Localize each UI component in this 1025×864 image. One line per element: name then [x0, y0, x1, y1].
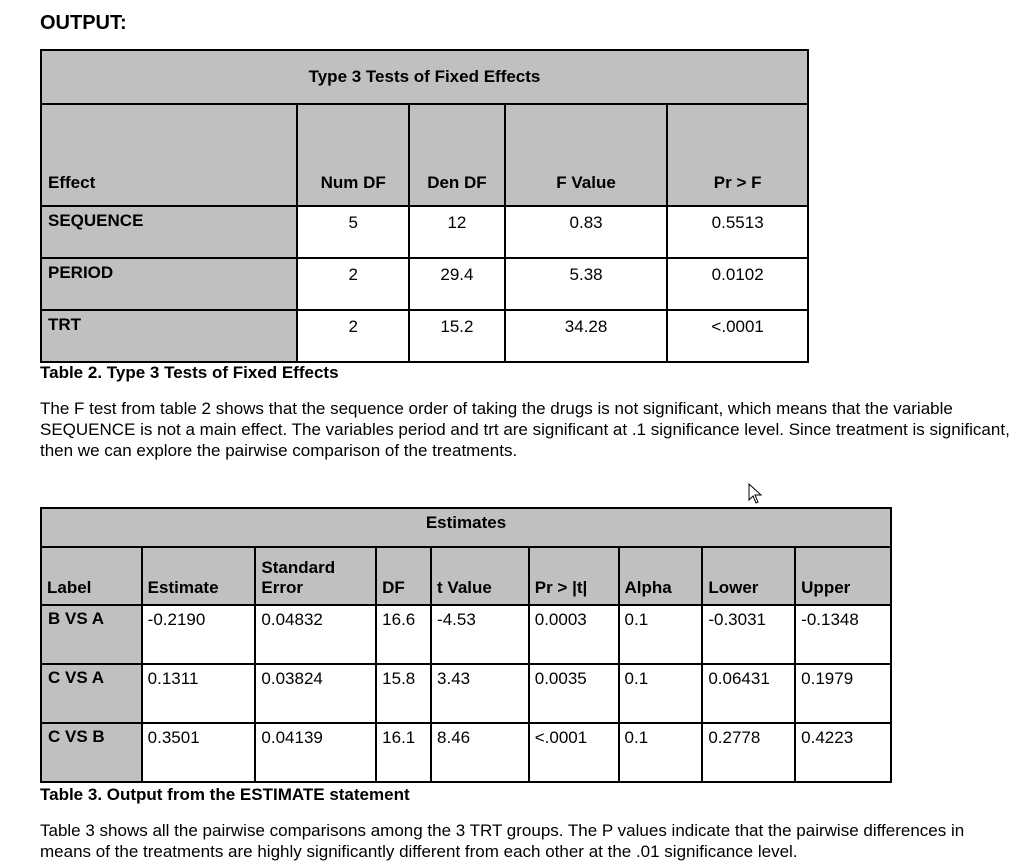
table-cell: -4.53 [431, 605, 529, 664]
paragraph-estimates: Table 3 shows all the pairwise comparisons among the 3 TRT groups. The P values indicate that the pairwise differences in means of the treatments are highly significantly different from each other at the .01 significance level. [40, 821, 965, 861]
row-label: SEQUENCE [41, 206, 297, 258]
table-cell: 12 [409, 206, 505, 258]
table-cell: 0.0102 [667, 258, 808, 310]
table-cell: 0.1311 [142, 664, 256, 723]
table-cell: 0.83 [505, 206, 668, 258]
fixed-effects-table-title: Type 3 Tests of Fixed Effects [41, 50, 808, 104]
table-cell: 29.4 [409, 258, 505, 310]
table-row [41, 664, 891, 723]
column-header-estimate: Estimate [142, 547, 256, 605]
column-header-num-df: Num DF [297, 104, 409, 206]
table-cell: 0.04139 [255, 723, 376, 782]
column-header-upper: Upper [795, 547, 891, 605]
column-header-effect: Effect [41, 104, 297, 206]
table-cell: <.0001 [667, 310, 808, 362]
table-row [41, 310, 808, 362]
table-cell: 8.46 [431, 723, 529, 782]
table-cell: 16.6 [376, 605, 431, 664]
column-header-alpha: Alpha [619, 547, 703, 605]
column-header-f-value: F Value [505, 104, 668, 206]
table-cell: -0.1348 [795, 605, 891, 664]
table-cell: 0.04832 [255, 605, 376, 664]
estimates-table [40, 507, 892, 783]
table-cell: 34.28 [505, 310, 668, 362]
table-row [41, 605, 891, 664]
table-cell: 16.1 [376, 723, 431, 782]
table-3-caption: Table 3. Output from the ESTIMATE statement [40, 785, 410, 804]
row-label: TRT [41, 310, 297, 362]
table-cell: 0.5513 [667, 206, 808, 258]
table-2-caption: Table 2. Type 3 Tests of Fixed Effects [40, 363, 339, 382]
table-cell: 0.1 [619, 723, 703, 782]
table-cell: 0.1979 [795, 664, 891, 723]
table-cell: 0.06431 [702, 664, 795, 723]
output-heading: OUTPUT: [40, 12, 127, 34]
table-cell: 0.0035 [529, 664, 619, 723]
table-cell: <.0001 [529, 723, 619, 782]
table-row [41, 723, 891, 782]
table-cell: -0.2190 [142, 605, 256, 664]
column-header-standard-error: Standard Error [255, 547, 376, 605]
table-cell: 2 [297, 258, 409, 310]
table-cell: 0.03824 [255, 664, 376, 723]
table-cell: 0.4223 [795, 723, 891, 782]
table-cell: 3.43 [431, 664, 529, 723]
row-label: C VS B [41, 723, 142, 782]
table-cell: 0.1 [619, 664, 703, 723]
table-cell: 5 [297, 206, 409, 258]
column-header-den-df: Den DF [409, 104, 505, 206]
table-cell: -0.3031 [702, 605, 795, 664]
fixed-effects-table [40, 49, 809, 363]
column-header-label: Label [41, 547, 142, 605]
row-label: B VS A [41, 605, 142, 664]
mouse-pointer-icon [748, 483, 764, 505]
table-cell: 0.1 [619, 605, 703, 664]
column-header-t-value: t Value [431, 547, 529, 605]
table-cell: 0.3501 [142, 723, 256, 782]
table-cell: 0.2778 [702, 723, 795, 782]
row-label: PERIOD [41, 258, 297, 310]
column-header-lower: Lower [702, 547, 795, 605]
column-header-pr-f: Pr > F [667, 104, 808, 206]
column-header-pr-t: Pr > |t| [529, 547, 619, 605]
table-cell: 15.8 [376, 664, 431, 723]
estimates-table-title: Estimates [41, 508, 891, 547]
row-label: C VS A [41, 664, 142, 723]
column-header-df: DF [376, 547, 431, 605]
table-cell: 5.38 [505, 258, 668, 310]
paragraph-fixed-effects: The F test from table 2 shows that the sequence order of taking the drugs is not significant, which means that the variable SEQUENCE is not a main effect. The variables period and trt are significant at .1 significance level. Since treatment is significant, then we can explore the pairwise comparison of the treatments. [40, 399, 1010, 460]
table-row [41, 258, 808, 310]
table-cell: 15.2 [409, 310, 505, 362]
table-row [41, 206, 808, 258]
table-cell: 0.0003 [529, 605, 619, 664]
table-cell: 2 [297, 310, 409, 362]
